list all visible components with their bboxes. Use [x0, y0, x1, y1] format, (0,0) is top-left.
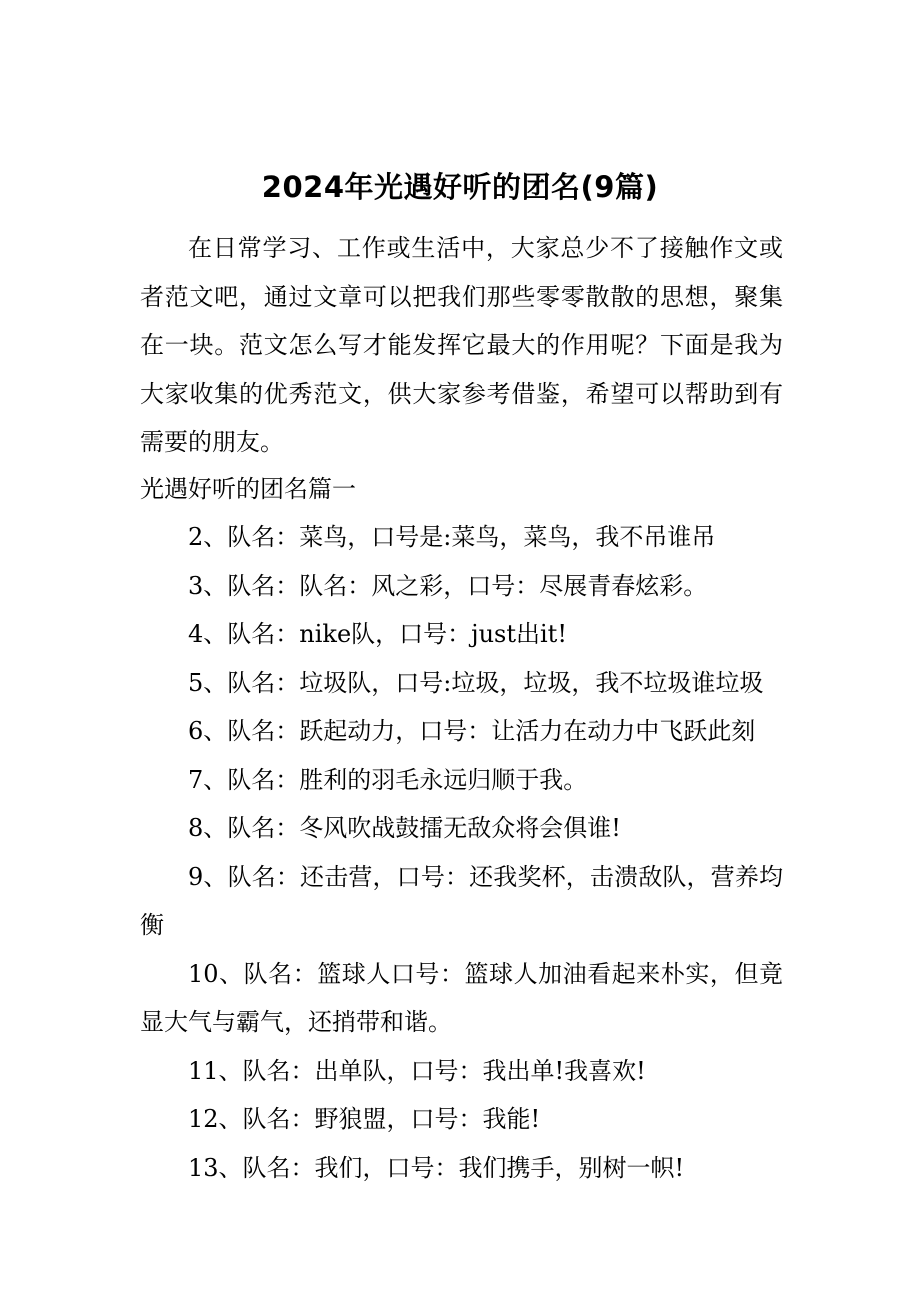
list-item: 11、队名：出单队，口号：我出单!我喜欢!	[188, 1056, 646, 1085]
list-item: 13、队名：我们，口号：我们携手，别树一帜!	[188, 1153, 685, 1182]
list-item: 3、队名：队名：风之彩，口号：尽展青春炫彩。	[188, 571, 708, 600]
list-item: 10、队名：篮球人口号：篮球人加油看起来朴实，但竟显大气与霸气，还捎带和谐。	[140, 959, 783, 1036]
list-item: 12、队名：野狼盟，口号：我能!	[188, 1105, 541, 1133]
list-item: 5、队名：垃圾队，口号:垃圾，垃圾，我不垃圾谁垃圾	[188, 668, 764, 697]
list-item: 4、队名：nike队，口号：just出it!	[188, 620, 567, 648]
page-title: 2024年光遇好听的团名(9篇)	[261, 170, 659, 205]
list-item: 6、队名：跃起动力，口号：让活力在动力中飞跃此刻	[188, 717, 756, 745]
section-heading: 光遇好听的团名篇一	[140, 475, 356, 503]
list-item: 7、队名：胜利的羽毛永远归顺于我。	[188, 765, 588, 794]
intro-paragraph: 在日常学习、工作或生活中，大家总少不了接触作文或者范文吧，通过文章可以把我们那些零零散散的思想，聚集在一块。范文怎么写才能发挥它最大的作用呢？下面是我为大家收集的优秀范文，供大家参考借鉴，希望可以帮助到有需要的朋友。	[140, 234, 783, 456]
list-item: 9、队名：还击营，口号：还我奖杯，击溃敌队，营养均衡	[140, 862, 783, 939]
list-item: 8、队名：冬风吹战鼓擂无敌众将会俱谁!	[188, 814, 621, 842]
team-name-list	[140, 513, 783, 1192]
list-item: 2、队名：菜鸟，口号是:菜鸟，菜鸟，我不吊谁吊	[188, 523, 716, 551]
